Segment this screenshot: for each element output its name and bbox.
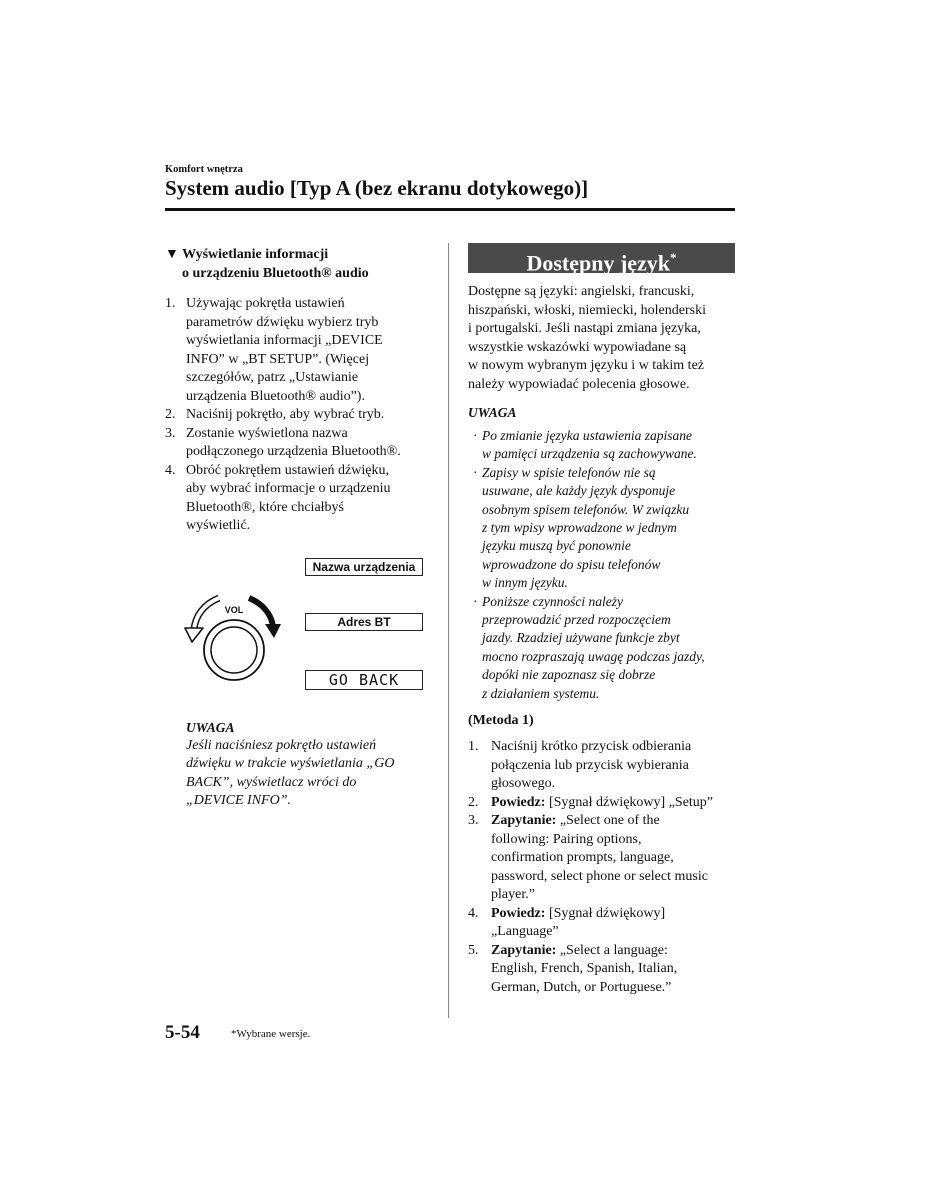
list-item: [165, 425, 430, 462]
step-text-line: urządzenia Bluetooth® audio”).: [186, 388, 365, 404]
heading-asterisk: *: [670, 250, 677, 265]
column-divider: [448, 243, 449, 1018]
right-steps-list: [468, 738, 735, 997]
page-title: System audio [Typ A (bez ekranu dotykowego)]: [165, 176, 589, 200]
bullet-dot: ·: [473, 464, 478, 480]
step-number: 2.: [468, 794, 479, 810]
step-text-line: Używając pokrętła ustawień: [186, 296, 345, 311]
step-number: 2.: [165, 407, 176, 422]
step-text-line: wyświetlania informacji „DEVICE: [186, 333, 383, 348]
paragraph-line: w nowym wybranym języku i w takim też: [468, 358, 705, 373]
step-bold-label: Zapytanie:: [491, 813, 557, 829]
paragraph-line: wszystkie wskazówki wypowiadane są: [468, 339, 687, 355]
step-text-line: [Sygnał dźwiękowy]: [545, 905, 666, 921]
list-item: [468, 942, 735, 998]
bullet-line: Zapisy w spisie telefonów nie są: [482, 464, 656, 480]
paragraph-line: hiszpański, włoski, niemiecki, holenderski: [468, 302, 706, 318]
note-line: BACK”, wyświetlacz wróci do: [186, 774, 357, 790]
note-title: UWAGA: [468, 405, 517, 420]
step-text-line: „Select a language:: [556, 942, 668, 958]
bullet-line: wprowadzone do spisu telefonów: [482, 556, 661, 572]
step-text-line: Zostanie wyświetlona nazwa: [186, 425, 348, 441]
note-line: dźwięku w trakcie wyświetlania „GO: [186, 756, 395, 771]
section-heading-box: [468, 243, 735, 276]
subhead-line-1: Wyświetlanie informacji: [182, 247, 329, 262]
step-text-line: following: Pairing options,: [491, 831, 642, 847]
step-text-line: [Sygnał dźwiękowy] „Setup”: [545, 794, 714, 810]
right-column: [468, 243, 735, 997]
volume-knob-icon: [179, 580, 289, 690]
subhead-line-2: o urządzeniu Bluetooth® audio: [182, 266, 369, 281]
step-number: 3.: [165, 425, 176, 441]
display-device-name: Nazwa urządzenia: [305, 558, 423, 576]
left-steps-list: [165, 295, 430, 536]
step-bold-label: Zapytanie:: [491, 942, 557, 958]
intro-paragraph: [468, 283, 735, 394]
left-column: [165, 245, 430, 811]
bullet-line: osobnym spisem telefonów. W związku: [482, 501, 690, 517]
step-text-line: English, French, Spanish, Italian,: [491, 961, 678, 977]
paragraph-line: i portugalski. Jeśli nastąpi zmiana języka,: [468, 321, 701, 336]
step-text-line: wyświetlić.: [186, 518, 251, 533]
vol-label: VOL: [224, 604, 244, 615]
step-text-line: parametrów dźwięku wybierz tryb: [186, 314, 379, 330]
section-label: Komfort wnętrza: [165, 164, 243, 175]
step-bold-label: Powiedz:: [491, 794, 546, 810]
step-text-line: głosowego.: [491, 776, 556, 792]
step-text-line: password, select phone or select music: [491, 868, 708, 884]
list-item: [165, 406, 430, 425]
bullet-line: języku muszą być ponownie: [482, 538, 631, 554]
step-bold-label: Powiedz:: [491, 905, 546, 921]
list-item: [165, 462, 430, 536]
step-number: 1.: [165, 296, 176, 311]
bullet-line: przeprowadzić przed rozpoczęciem: [482, 612, 671, 628]
bullet-dot: ·: [473, 593, 478, 609]
bullet-line: w pamięci urządzenia są zachowywane.: [482, 446, 697, 462]
footnote: *Wybrane wersje.: [231, 1028, 311, 1040]
step-text-line: podłączonego urządzenia Bluetooth®.: [186, 444, 401, 459]
bullet-line: usuwane, ale każdy język dysponuje: [482, 483, 676, 499]
bullet-line: jazdy. Rzadziej używane funkcje zbyt: [482, 630, 680, 646]
bullet-line: Po zmianie języka ustawienia zapisane: [482, 428, 692, 443]
step-number: 3.: [468, 813, 479, 829]
triangle-marker-icon: ▼: [165, 247, 179, 262]
knob-illustration: [165, 556, 430, 706]
step-text-line: confirmation prompts, language,: [491, 850, 674, 866]
bullet-line: z działaniem systemu.: [482, 685, 600, 701]
note-bullets: [468, 427, 735, 703]
bullet-line: dopóki nie zapoznasz się dobrze: [482, 667, 656, 683]
list-item: [165, 295, 430, 406]
list-item: [468, 738, 735, 794]
step-number: 1.: [468, 739, 479, 755]
note-line: Jeśli naciśniesz pokrętło ustawień: [186, 737, 377, 753]
step-text-line: player.”: [491, 887, 535, 903]
list-item: [468, 593, 735, 703]
bullet-line: w innym języku.: [482, 575, 568, 591]
bullet-line: z tym wpisy wprowadzone w jednym: [482, 520, 677, 536]
bullet-line: Poniższe czynności należy: [482, 593, 623, 609]
step-text-line: INFO” w „BT SETUP”. (Więcej: [186, 351, 370, 367]
paragraph-line: należy wypowiadać polecenia głosowe.: [468, 376, 690, 392]
step-text-line: „Select one of the: [556, 813, 660, 829]
step-text-line: „Language”: [491, 924, 559, 940]
list-item: [468, 427, 735, 464]
step-text-line: Naciśnij pokrętło, aby wybrać tryb.: [186, 407, 385, 422]
list-item: [468, 905, 735, 942]
method-heading: (Metoda 1): [468, 713, 534, 729]
note-body: [186, 737, 430, 811]
title-rule: [165, 208, 735, 211]
note-title: UWAGA: [186, 719, 235, 735]
list-item: [468, 812, 735, 905]
bullet-line: mocno rozpraszają uwagę podczas jazdy,: [482, 648, 705, 664]
list-item: [468, 794, 735, 813]
page-number: 5-54: [165, 1022, 200, 1043]
subsection-heading: [165, 245, 430, 283]
step-text-line: Bluetooth®, które chciałbyś: [186, 499, 344, 515]
step-text-line: połączenia lub przycisk wybierania: [491, 757, 689, 773]
step-text-line: szczegółów, patrz „Ustawianie: [186, 370, 359, 385]
step-text-line: Naciśnij krótko przycisk odbierania: [491, 739, 692, 755]
bullet-dot: ·: [473, 428, 478, 443]
step-number: 4.: [165, 462, 176, 478]
step-text-line: German, Dutch, or Portuguese.”: [491, 979, 672, 995]
step-text-line: aby wybrać informacje o urządzeniu: [186, 481, 391, 496]
note-line: „DEVICE INFO”.: [186, 793, 291, 808]
display-go-back: GO BACK: [305, 670, 423, 690]
section-heading: Dostępny język: [526, 250, 671, 276]
left-note: [165, 718, 430, 811]
step-text-line: Obróć pokrętłem ustawień dźwięku,: [186, 462, 389, 478]
display-bt-address: Adres BT: [305, 613, 423, 631]
list-item: [468, 464, 735, 593]
step-number: 4.: [468, 905, 479, 921]
paragraph-line: Dostępne są języki: angielski, francuski,: [468, 284, 695, 299]
step-number: 5.: [468, 942, 479, 958]
